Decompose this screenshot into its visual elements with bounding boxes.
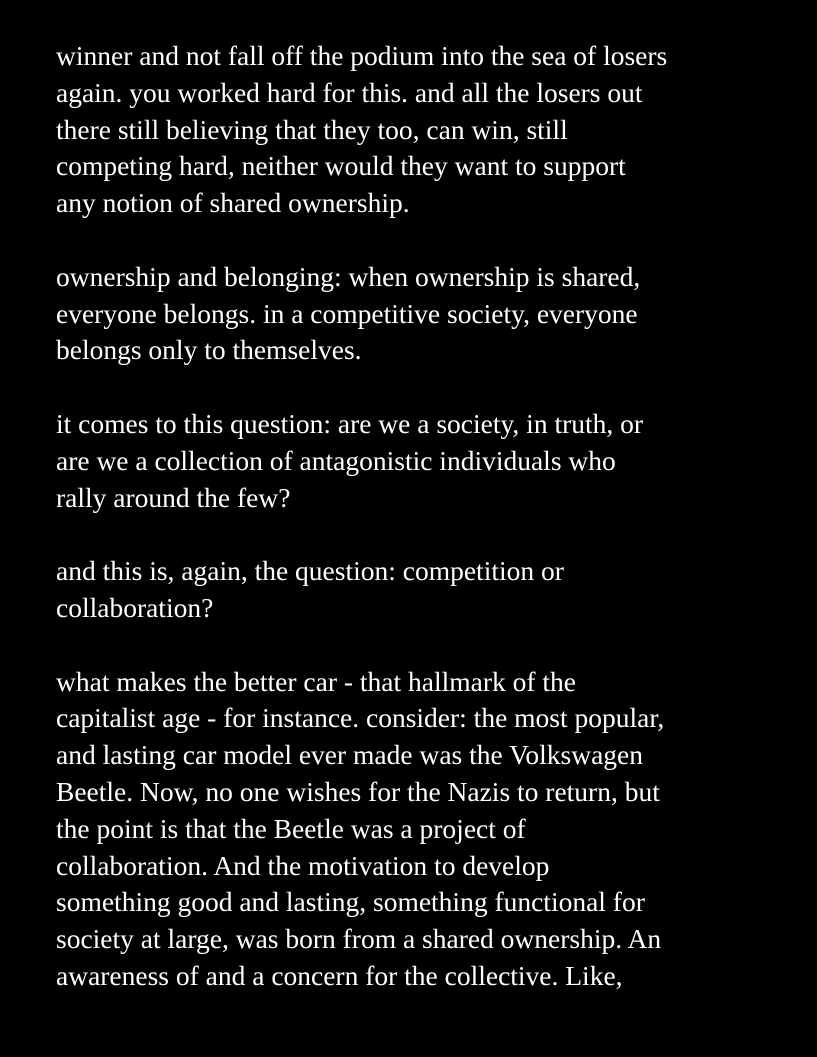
paragraph-5 [56, 664, 796, 995]
paragraph-2 [56, 259, 796, 369]
text-line: any notion of shared ownership. [56, 187, 410, 219]
text-line: awareness of and a concern for the collective. Like, [56, 959, 623, 991]
text-line: are we a collection of antagonistic individuals who [56, 444, 616, 476]
text-line: collaboration? [56, 591, 214, 623]
text-line: Beetle. Now, no one wishes for the Nazis to return, but [56, 775, 660, 807]
text-line: there still believing that they too, can win, still [56, 113, 568, 145]
text-line: collaboration. And the motivation to develop [56, 849, 550, 881]
document-body [56, 38, 796, 1032]
paragraph-3 [56, 406, 796, 516]
text-line: ownership and belonging: when ownership is shared, [56, 260, 641, 292]
text-line: everyone belongs. in a competitive society, everyone [56, 297, 638, 329]
text-line: competing hard, neither would they want to support [56, 150, 626, 182]
text-line: capitalist age - for instance. consider: the most popular, [56, 702, 665, 734]
text-line: it comes to this question: are we a society, in truth, or [56, 407, 644, 439]
text-line: again. you worked hard for this. and all the losers out [56, 76, 643, 108]
text-line: and this is, again, the question: competition or [56, 555, 564, 587]
text-line: something good and lasting, something functional for [56, 886, 645, 918]
text-line: society at large, was born from a shared ownership. An [56, 923, 662, 955]
text-line: what makes the better car - that hallmark of the [56, 665, 576, 697]
paragraph-1 [56, 38, 796, 222]
text-line: belongs only to themselves. [56, 334, 362, 366]
text-line: the point is that the Beetle was a project of [56, 812, 526, 844]
text-line: and lasting car model ever made was the Volkswagen [56, 739, 644, 771]
text-line: winner and not fall off the podium into the sea of losers [56, 40, 668, 71]
text-line: rally around the few? [56, 481, 291, 513]
paragraph-4 [56, 553, 796, 627]
